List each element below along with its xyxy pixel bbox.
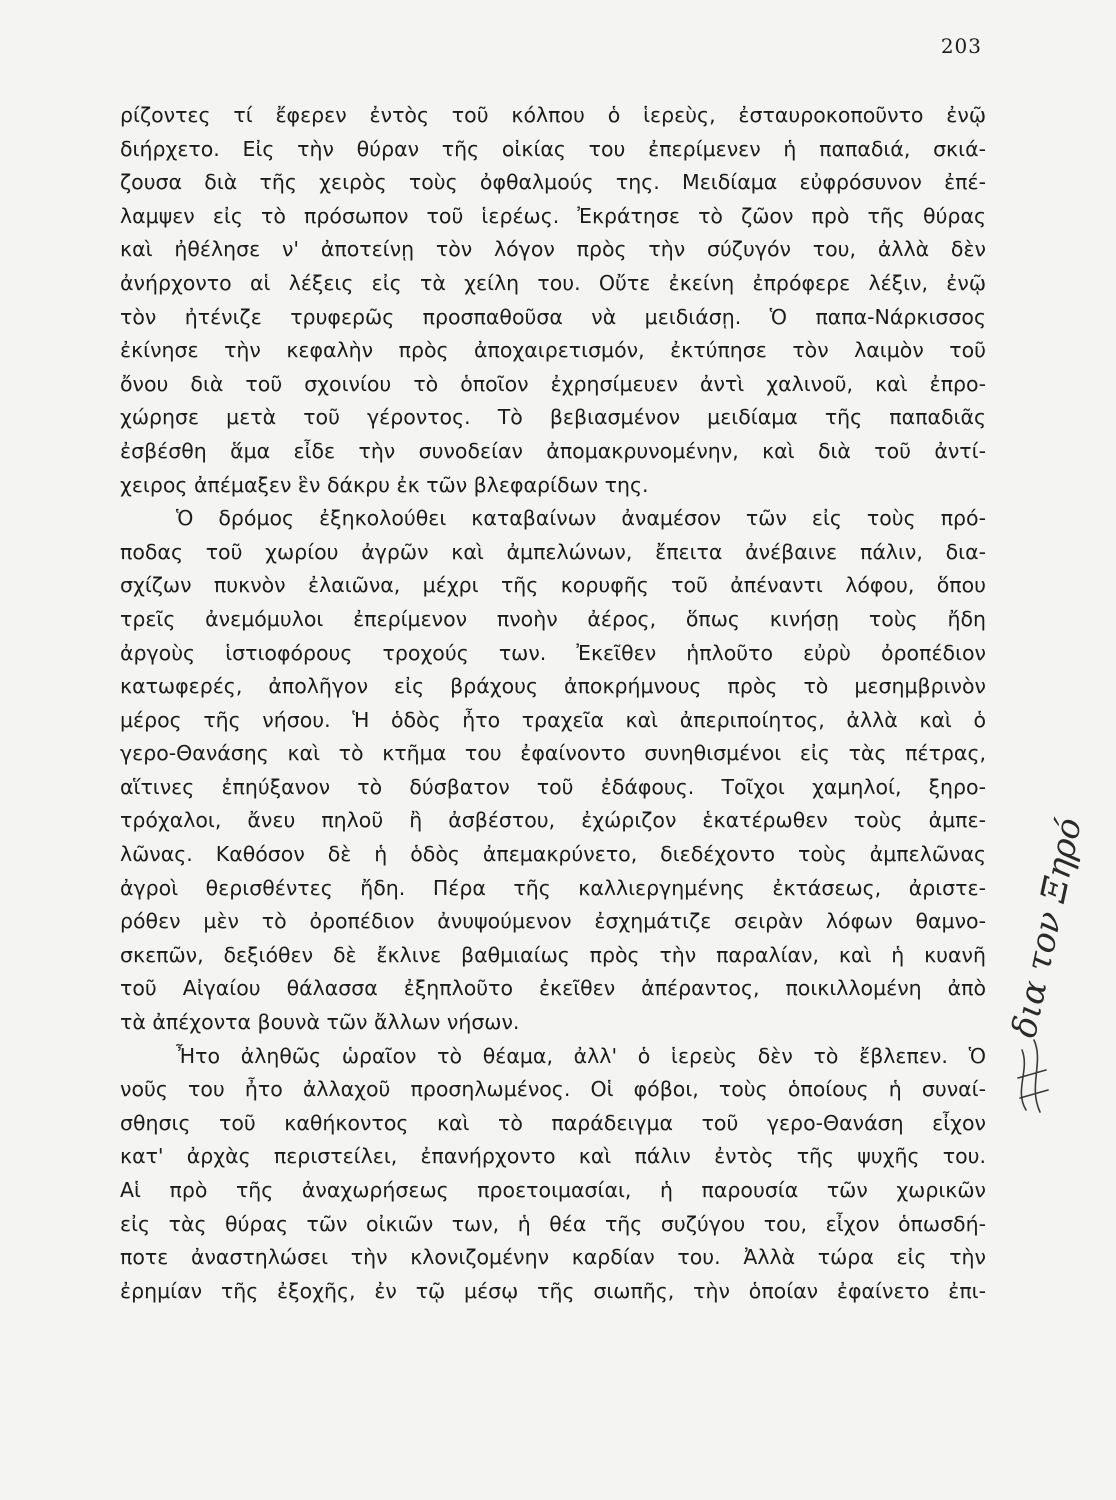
text-line: τρόχαλοι, ἄνευ πηλοῦ ἢ ἀσβέστου, ἐχώριζον ἑκατέρωθεν τοὺς ἀμπε- — [120, 808, 986, 833]
text-line: ἀγροὶ θερισθέντες ἤδη. Πέρα τῆς καλλιεργημένης ἐκτάσεως, ἀριστε- — [120, 875, 986, 900]
text-line: ὄνου διὰ τοῦ σχοινίου τὸ ὁποῖον ἐχρησίμευεν ἀντὶ χαλινοῦ, καὶ ἐπρο- — [120, 371, 986, 396]
text-line: καὶ ἠθέλησε ν' ἀποτείνῃ τὸν λόγον πρὸς τὴν σύζυγόν του, ἀλλὰ δὲν — [120, 237, 986, 262]
text-line: μέρος τῆς νήσου. Ἡ ὁδὸς ἦτο τραχεῖα καὶ ἀπεριποίητος, ἀλλὰ καὶ ὁ — [120, 707, 986, 732]
text-line: σκεπῶν, δεξιόθεν δὲ ἔκλινε βαθμιαίως πρὸς τὴν παραλίαν, καὶ ἡ κυανῆ — [120, 942, 986, 967]
text-line: ρίζοντες τί ἔφερεν ἐντὸς τοῦ κόλπου ὁ ἱερεὺς, ἐσταυροκοποῦντο ἐνῷ — [120, 103, 986, 127]
page-number: 203 — [940, 34, 982, 58]
text-line: κατωφερές, ἀπολῆγον εἰς βράχους ἀποκρήμνους πρὸς τὸ μεσημβρινὸν — [120, 674, 986, 699]
text-line: Ὁ δρόμος ἐξηκολούθει καταβαίνων ἀναμέσον τῶν εἰς τοὺς πρό- — [176, 506, 986, 531]
text-line: τοῦ Αἰγαίου θάλασσα ἐξηπλοῦτο ἐκεῖθεν ἀπέραντος, ποικιλλομένη ἀπὸ — [120, 976, 986, 1001]
text-line: λαμψεν εἰς τὸ πρόσωπον τοῦ ἱερέως. Ἐκράτησε τὸ ζῶον πρὸ τῆς θύρας — [120, 203, 986, 228]
handwritten-margin-note — [1000, 600, 1110, 1140]
text-line: εἰς τὰς θύρας τῶν οἰκιῶν των, ἡ θέα τῆς συζύγου του, εἶχον ὁπωσδή- — [120, 1211, 986, 1236]
text-line: ἐσβέσθη ἅμα εἶδε τὴν συνοδείαν ἀπομακρυνομένην, καὶ διὰ τοῦ ἀντί- — [120, 438, 986, 463]
text-line: ἐρημίαν τῆς ἐξοχῆς, ἐν τῷ μέσῳ τῆς σιωπῆς, τὴν ὁποίαν ἐφαίνετο ἐπι- — [120, 1278, 986, 1303]
text-line: ἀργοὺς ἱστιοφόρους τροχούς των. Ἐκεῖθεν ἡπλοῦτο εὐρὺ ὀροπέδιον — [120, 640, 986, 665]
text-line: κατ' ἀρχὰς περιστείλει, ἐπανήρχοντο καὶ πάλιν ἐντὸς τῆς ψυχῆς του. — [120, 1144, 986, 1169]
text-line: ποδας τοῦ χωρίου ἀγρῶν καὶ ἀμπελώνων, ἔπειτα ἀνέβαινε πάλιν, δια- — [120, 539, 986, 564]
text-line: τὰ ἀπέχοντα βουνὰ τῶν ἄλλων νήσων. — [120, 1010, 520, 1035]
text-line: τὸν ἠτένιζε τρυφερῶς προσπαθοῦσα νὰ μειδιάσῃ. Ὁ παπα-Νάρκισσος — [120, 304, 986, 329]
margin-note-text: δια τον Ξηρό — [1004, 814, 1090, 1041]
text-line: γερο-Θανάσης καὶ τὸ κτῆμα του ἐφαίνοντο συνηθισμένοι εἰς τὰς πέτρας, — [120, 741, 986, 766]
text-line: διήρχετο. Εἰς τὴν θύραν τῆς οἰκίας του ἐπερίμενεν ἡ παπαδιά, σκιά- — [120, 136, 986, 161]
text-line: Αἱ πρὸ τῆς ἀναχωρήσεως προετοιμασίαι, ἡ παρουσία τῶν χωρικῶν — [120, 1178, 986, 1202]
text-line: ποτε ἀναστηλώσει τὴν κλονιζομένην καρδίαν του. Ἀλλὰ τώρα εἰς τὴν — [120, 1245, 986, 1270]
text-line: σχίζων πυκνὸν ἐλαιῶνα, μέχρι τῆς κορυφῆς τοῦ ἀπέναντι λόφου, ὅπου — [120, 573, 986, 598]
text-line: ἐκίνησε τὴν κεφαλὴν πρὸς ἀποχαιρετισμόν, ἐκτύπησε τὸν λαιμὸν τοῦ — [120, 338, 986, 363]
text-line: αἵτινες ἐπηύξανον τὸ δύσβατον τοῦ ἐδάφους. Τοῖχοι χαμηλοί, ξηρο- — [120, 774, 986, 799]
text-line: Ἦτο ἀληθῶς ὡραῖον τὸ θέαμα, ἀλλ' ὁ ἱερεὺς δὲν τὸ ἔβλεπεν. Ὁ — [176, 1043, 986, 1068]
text-line: χώρησε μετὰ τοῦ γέροντος. Τὸ βεβιασμένον μειδίαμα τῆς παπαδιᾶς — [120, 405, 986, 430]
text-line: ρόθεν μὲν τὸ ὀροπέδιον ἀνυψούμενον ἐσχημάτιζε σειρὰν λόφων θαμνο- — [120, 909, 986, 934]
text-line: ἀνήρχοντο αἱ λέξεις εἰς τὰ χείλη του. Οὔτε ἐκείνη ἐπρόφερε λέξιν, ἐνῷ — [120, 270, 986, 295]
text-line: σθησις τοῦ καθήκοντος καὶ τὸ παράδειγμα τοῦ γερο-Θανάση εἶχον — [120, 1110, 986, 1135]
text-line: λῶνας. Καθόσον δὲ ἡ ὁδὸς ἀπεμακρύνετο, διεδέχοντο τοὺς ἀμπελῶνας — [120, 842, 986, 867]
text-line: νοῦς του ἦτο ἀλλαχοῦ προσηλωμένος. Οἱ φόβοι, τοὺς ὁποίους ἡ συναί- — [120, 1077, 986, 1102]
text-line: τρεῖς ἀνεμόμυλοι ἐπερίμενον πνοὴν ἀέρος, ὅπως κινήσῃ τοὺς ἤδη — [120, 606, 986, 631]
margin-scribble — [1018, 1040, 1048, 1112]
text-line: χειρος ἀπέμαξεν ἓν δάκρυ ἐκ τῶν βλεφαρίδων της. — [120, 472, 649, 497]
body-text — [120, 99, 986, 1308]
text-line: ζουσα διὰ τῆς χειρὸς τοὺς ὀφθαλμούς της. Μειδίαμα εὐφρόσυνον ἐπέ- — [120, 170, 986, 195]
